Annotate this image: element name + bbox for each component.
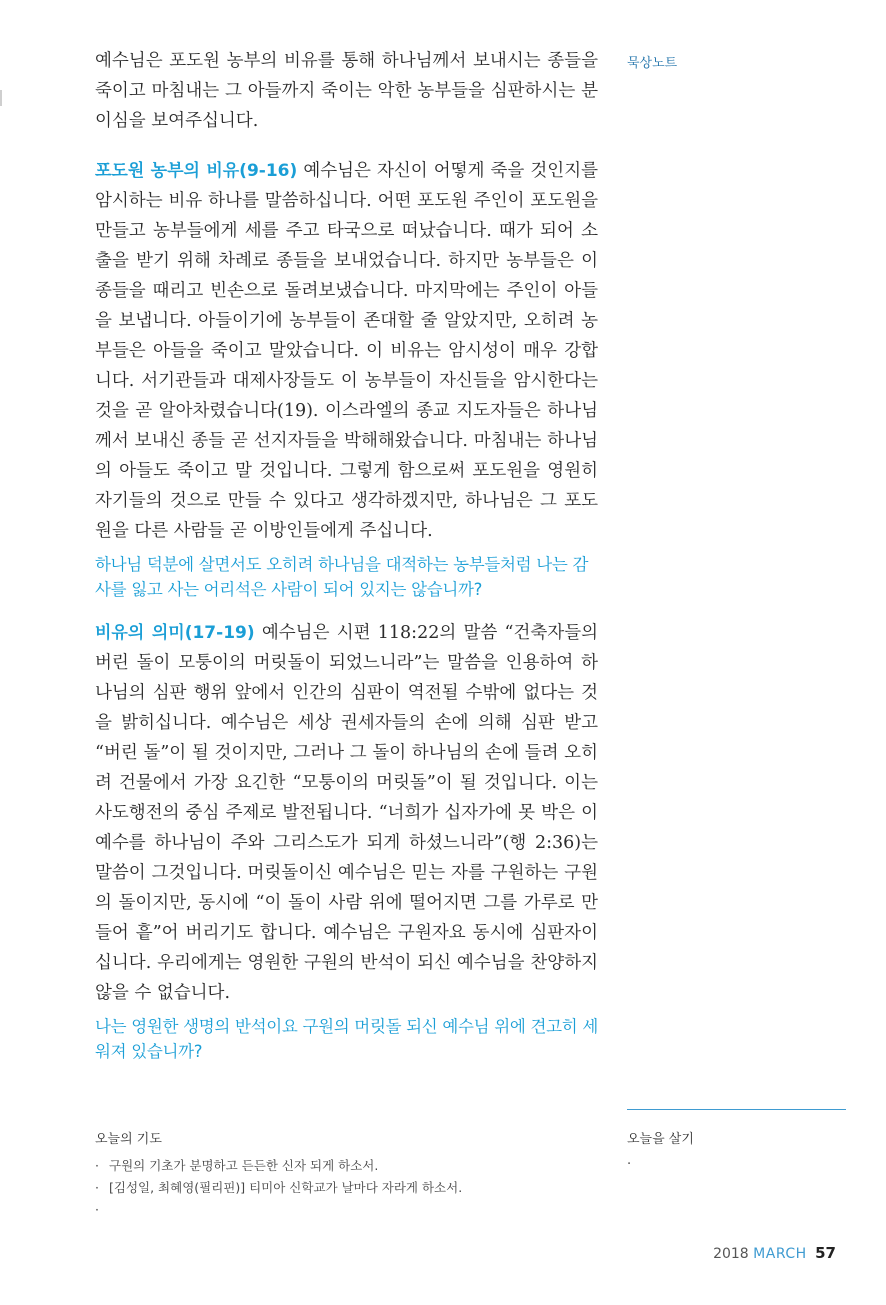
notes-divider [627,1109,846,1110]
living-today-title: 오늘을 살기 [627,1132,694,1147]
section-2-paragraph [95,618,598,1008]
section-2-heading: 비유의 의미(17-19) [95,623,255,643]
bullet-icon: · [95,1202,99,1217]
prayer-item-text: [김성일, 최혜영(필리핀)] 티미아 신학교가 날마다 자라게 하소서. [109,1180,463,1195]
section-2-body: 예수님은 시편 118:22의 말씀 “건축자들의 버린 돌이 모퉁이의 머릿돌이 되었느니라”는 말씀을 인용하여 하나님의 심판 행위 앞에서 인간의 심판이 역전될 수밖에 없다는 것을 밝히십니다. 예수님은 세상 권세자들의 손에 의해 심판 받고 “버린 돌”이 될 것이지만, 그러나 그 돌이 하나님의 손에 들려 오히려 건물에서 가장 요긴한 “모퉁이의 머릿돌”이 될 것입니다. 이는 사도행전의 중심 주제로 발전됩니다. “너희가 십자가에 못 박은 이 예수를 하나님이 주와 그리스도가 되게 하셨느니라”(행 2:36)는 말씀이 그것입니다. 머릿돌이신 예수님은 믿는 자를 구원하는 구원의 돌이지만, 동시에 “이 돌이 사람 위에 떨어지면 그를 가루로 만들어 흩”어 버리기도 합니다. 예수님은 구원자요 동시에 심판자이십니다. 우리에게는 영원한 구원의 반석이 되신 예수님을 찬양하지 않을 수 없습니다. [95,623,599,1003]
section-1-question: 하나님 덕분에 살면서도 오히려 하나님을 대적하는 농부들처럼 나는 감사를 잃고 사는 어리석은 사람이 되어 있지는 않습니까? [95,555,589,599]
prayer-item [95,1199,595,1221]
bullet-icon: · [95,1158,99,1173]
page-edge-mark [0,90,2,106]
prayer-item [95,1177,595,1199]
main-content [95,46,598,1064]
living-today-section [627,1128,694,1172]
intro-paragraph: 예수님은 포도원 농부의 비유를 통해 하나님께서 보내시는 종들을 죽이고 마침내는 그 아들까지 죽이는 악한 농부들을 심판하시는 분이심을 보여주십니다. [95,51,598,131]
footer-month: MARCH [753,1246,807,1262]
section-2-question: 나는 영원한 생명의 반석이요 구원의 머릿돌 되신 예수님 위에 견고히 세워져 있습니까? [95,1017,598,1061]
section-1-body: 예수님은 자신이 어떻게 죽을 것인지를 암시하는 비유 하나를 말씀하십니다. 어떤 포도원 주인이 포도원을 만들고 농부들에게 세를 주고 타국으로 떠났습니다. 때가 되어 소출을 받기 위해 차례로 종들을 보내었습니다. 하지만 농부들은 이 종들을 때리고 빈손으로 돌려보냈습니다. 마지막에는 주인이 아들을 보냅니다. 아들이기에 농부들이 존대할 줄 알았지만, 오히려 농부들은 아들을 죽이고 말았습니다. 이 비유는 암시성이 매우 강합니다. 서기관들과 대제사장들도 이 농부들이 자신들을 암시한다는 것을 곧 알아차렸습니다(19). 이스라엘의 종교 지도자들은 하나님께서 보내신 종들 곧 선지자들을 박해해왔습니다. 마침내는 하나님의 아들도 죽이고 말 것입니다. 그렇게 함으로써 포도원을 영원히 자기들의 것으로 만들 수 있다고 생각하겠지만, 하나님은 그 포도원을 다른 사람들 곧 이방인들에게 주십니다. [95,161,599,541]
prayer-item [95,1155,595,1177]
section-1-paragraph [95,156,598,546]
page-footer [713,1244,836,1262]
spacer [95,136,598,156]
bullet-icon: · [627,1157,632,1172]
prayer-item-text: 구원의 기초가 분명하고 든든한 신자 되게 하소서. [109,1158,379,1173]
section-1-heading: 포도원 농부의 비유(9-16) [95,161,298,181]
footer-year: 2018 [713,1246,749,1262]
bullet-icon: · [95,1180,99,1195]
todays-prayer-title: 오늘의 기도 [95,1132,162,1147]
spacer [95,602,598,618]
meditation-notes-label: 묵상노트 [627,56,678,71]
page-number: 57 [815,1244,836,1262]
todays-prayer-section [95,1128,595,1221]
